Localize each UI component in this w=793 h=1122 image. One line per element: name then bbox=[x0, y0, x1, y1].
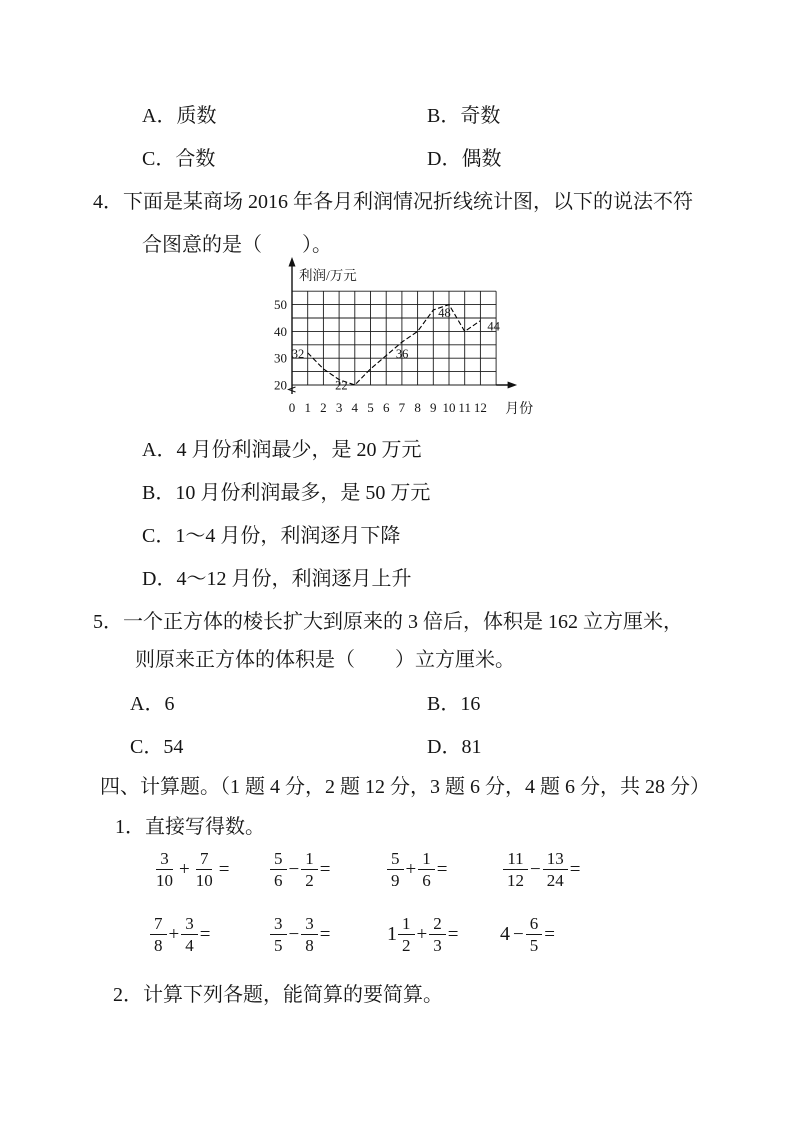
x-tick-label: 5 bbox=[367, 400, 374, 415]
fraction: $\frac{5}{6}$ bbox=[270, 850, 287, 889]
fraction: $\frac{1}{2}$ bbox=[398, 915, 415, 954]
operator: = bbox=[544, 923, 555, 945]
y-tick-label: 20 bbox=[274, 377, 287, 393]
operator: − bbox=[513, 923, 524, 945]
question-5-text-line2: 则原来正方体的体积是（ ）立方厘米。 bbox=[135, 649, 515, 671]
q3-option-a: A．质数 bbox=[142, 105, 217, 127]
x-tick-label: 11 bbox=[458, 400, 471, 415]
x-tick-label: 7 bbox=[398, 400, 406, 415]
q5-option-c: C．54 bbox=[130, 736, 184, 758]
x-tick-label: 6 bbox=[382, 400, 390, 415]
x-tick-label: 1 bbox=[304, 400, 311, 415]
operator: = bbox=[569, 858, 581, 880]
calc-row-2 bbox=[0, 915, 793, 965]
line-chart-svg bbox=[250, 254, 550, 429]
y-tick-label: 50 bbox=[274, 297, 287, 313]
point-value-label: 36 bbox=[395, 347, 409, 362]
operator: + bbox=[179, 858, 190, 880]
calc-expression bbox=[387, 850, 449, 889]
section-4-item-2: 2．计算下列各题，能简算的要简算。 bbox=[113, 984, 443, 1006]
fraction: $\frac{3}{10}$ bbox=[156, 849, 173, 890]
x-tick-label: 0 bbox=[288, 400, 296, 415]
profit-line-chart bbox=[250, 254, 550, 429]
calc-expression bbox=[500, 915, 557, 954]
section-4-header: 四、计算题。（1 题 4 分，2 题 12 分，3 题 6 分，4 题 6 分，共 28 分） bbox=[100, 776, 710, 798]
x-tick-label: 12 bbox=[473, 400, 487, 415]
point-value-label: 48 bbox=[438, 305, 451, 320]
x-tick-label: 2 bbox=[320, 400, 327, 415]
q5-option-d: D．81 bbox=[427, 736, 482, 758]
point-value-label: 22 bbox=[335, 378, 348, 393]
fraction: $\frac{5}{9}$ bbox=[387, 850, 404, 889]
fraction: $\frac{3}{5}$ bbox=[270, 915, 287, 954]
operator: = bbox=[447, 923, 459, 945]
calc-row-1 bbox=[0, 850, 793, 900]
fraction: $\frac{11}{12}$ bbox=[503, 850, 528, 889]
x-tick-label: 4 bbox=[351, 400, 359, 415]
fraction: $\frac{7}{8}$ bbox=[150, 915, 167, 954]
x-axis-arrow-icon bbox=[508, 382, 517, 389]
x-tick-label: 3 bbox=[335, 400, 343, 415]
q5-option-a: A．6 bbox=[130, 693, 175, 715]
fraction: $\frac{13}{24}$ bbox=[543, 850, 568, 889]
operator: = bbox=[199, 923, 211, 945]
q3-option-c: C．合数 bbox=[142, 148, 216, 170]
q3-option-b: B．奇数 bbox=[427, 105, 501, 127]
y-axis-title: 利润/万元 bbox=[299, 268, 357, 283]
q4-option-b: B．10 月份利润最多，是 50 万元 bbox=[142, 482, 431, 504]
fraction: $\frac{1}{6}$ bbox=[418, 850, 435, 889]
integer-operand: 4 bbox=[500, 923, 510, 945]
calc-expression bbox=[387, 915, 460, 954]
integer-operand: 1 bbox=[387, 923, 397, 945]
y-tick-label: 30 bbox=[274, 350, 287, 366]
x-tick-label: 10 bbox=[442, 400, 456, 415]
point-value-label: 44 bbox=[487, 319, 500, 334]
operator: = bbox=[436, 858, 448, 880]
operator: = bbox=[319, 858, 331, 880]
x-axis-title: 月份 bbox=[505, 402, 534, 417]
q5-option-b: B．16 bbox=[427, 693, 481, 715]
operator: + bbox=[416, 923, 428, 945]
q4-option-c: C．1～4 月份，利润逐月下降 bbox=[142, 525, 401, 547]
chart-grid bbox=[292, 291, 496, 385]
y-axis-arrow-icon bbox=[289, 257, 296, 267]
operator: − bbox=[288, 923, 300, 945]
section-4-item-1: 1．直接写得数。 bbox=[115, 816, 265, 838]
question-4-text-line2: 合图意的是（ ）。 bbox=[142, 234, 332, 256]
operator: = bbox=[319, 923, 331, 945]
x-tick-label: 9 bbox=[430, 400, 437, 415]
fraction: $\frac{3}{4}$ bbox=[181, 915, 198, 954]
operator: − bbox=[288, 858, 300, 880]
calc-expression bbox=[503, 850, 582, 889]
calc-expression bbox=[152, 850, 231, 889]
y-tick-label: 40 bbox=[274, 323, 287, 339]
fraction: $\frac{1}{2}$ bbox=[301, 850, 318, 889]
q4-option-a: A．4 月份利润最少，是 20 万元 bbox=[142, 439, 422, 461]
fraction: $\frac{7}{10}$ bbox=[195, 849, 213, 890]
fraction: $\frac{2}{3}$ bbox=[429, 915, 446, 954]
fraction: $\frac{6}{5}$ bbox=[526, 915, 543, 954]
question-4-text-line1: 4．下面是某商场 2016 年各月利润情况折线统计图，以下的说法不符 bbox=[93, 191, 693, 213]
operator: + bbox=[168, 923, 180, 945]
calc-expression bbox=[150, 915, 212, 954]
calc-expression bbox=[270, 915, 332, 954]
operator: + bbox=[405, 858, 417, 880]
point-value-label: 32 bbox=[291, 346, 305, 361]
x-tick-label: 8 bbox=[414, 400, 421, 415]
calc-expression bbox=[270, 850, 332, 889]
operator: − bbox=[530, 858, 541, 880]
q4-option-d: D．4～12 月份，利润逐月上升 bbox=[142, 568, 412, 590]
fraction: $\frac{3}{8}$ bbox=[301, 915, 318, 954]
q3-option-d: D．偶数 bbox=[427, 148, 502, 170]
question-5-text-line1: 5．一个正方体的棱长扩大到原来的 3 倍后，体积是 162 立方厘米， bbox=[93, 611, 683, 633]
operator: = bbox=[218, 858, 230, 880]
